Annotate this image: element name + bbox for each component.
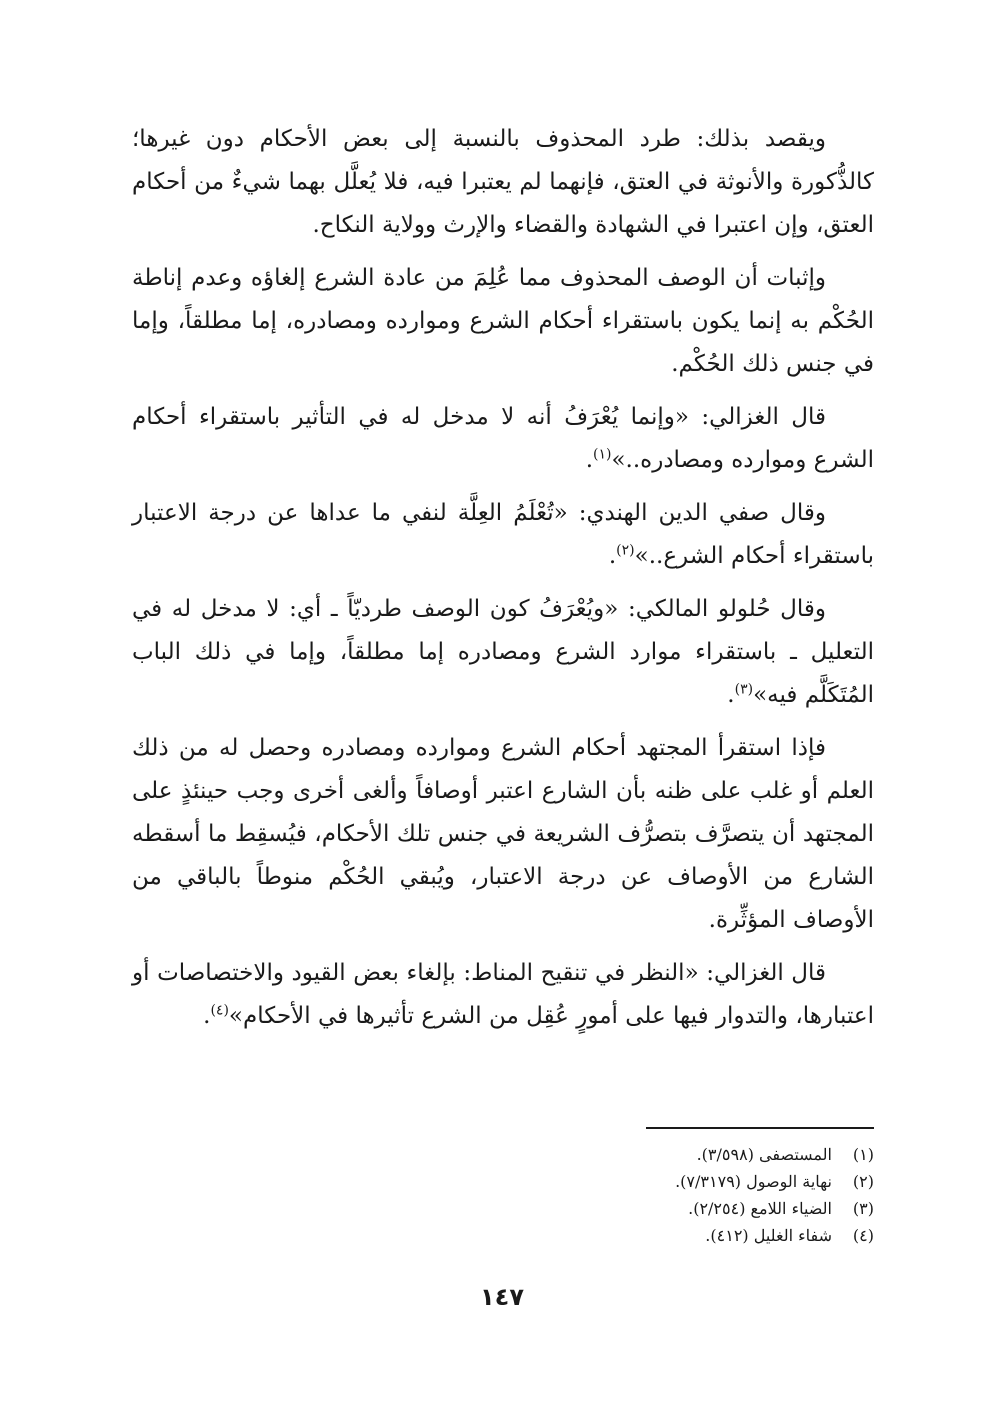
footnotes-list [374,1141,874,1249]
paragraph-1: ويقصد بذلك: طرد المحذوف بالنسبة إلى بعض الأحكام دون غيرها؛ كالذُّكورة والأنوثة في العتق، فإنهما لم يعتبرا فيه، فلا يُعلَّل بهما شيءٌ من أحكام العتق، وإن اعتبرا في الشهادة والقضاء والإرث وولاية النكاح. [132,126,874,238]
footnote-ref-3: (٣) [734,681,754,698]
paragraph-5: وقال حُلولو المالكي: «ويُعْرَفُ كون الوصف طرديّاً ـ أي: لا مدخل له في التعليل ـ باستقراء موارد الشرع ومصادره إما مطلقاً، وإما في ذلك الباب المُتَكَلَّم فيه»$^{(٣)}$. [132,596,874,708]
paragraph-2: وإثبات أن الوصف المحذوف مما عُلِمَ من عادة الشرع إلغاؤه وعدم إناطة الحُكْم به إنما يكون باستقراء أحكام الشرع وموارده ومصادره، إما مطلقاً، وإما في جنس ذلك الحُكْم. [132,265,874,377]
footnote-number: (٢) [852,1172,874,1191]
page-number: ١٤٧ [480,1283,524,1311]
footnote-separator [646,1127,874,1129]
page-body [132,118,874,1048]
footnote-ref-2: (٢) [616,542,635,559]
paragraph-7: قال الغزالي: «النظر في تنقيح المناط: بإلغاء بعض القيود والاختصاصات أو اعتبارها، والتدوار فيها على أمورٍ عُقِل من الشرع تأثيرها في الأحكام»$^{(٤)}$. [132,960,874,1029]
footnote-ref-1: (١) [593,446,612,463]
footnote-text: المستصفى (٣/٥٩٨). [696,1145,832,1164]
paragraph-6: فإذا استقرأ المجتهد أحكام الشرع وموارده ومصادره وحصل له من ذلك العلم أو غلب على ظنه بأن الشارع اعتبر أوصافاً وألغى أخرى وجب حينئذٍ على المجتهد أن يتصرَّف بتصرُّف الشريعة في جنس تلك الأحكام، فيُسقِط ما أسقطه الشارع من الأوصاف عن درجة الاعتبار، ويُبقي الحُكْم منوطاً بالباقي من الأوصاف المؤثِّرة. [132,735,874,933]
footnote-2 [374,1168,874,1195]
footnote-4 [374,1222,874,1249]
paragraph-4: وقال صفي الدين الهندي: «تُعْلَمُ العِلَّة لنفي ما عداها عن درجة الاعتبار باستقراء أحكام الشرع..»$^{(٢)}$. [132,500,874,569]
footnote-ref-4: (٤) [210,1002,229,1019]
footnote-text: نهاية الوصول (٧/٣١٧٩). [675,1172,832,1191]
footnote-number: (٣) [852,1199,874,1218]
footnote-text: الضياء اللامع (٢/٢٥٤). [688,1199,832,1218]
footnote-number: (٤) [852,1226,874,1245]
paragraph-3: قال الغزالي: «وإنما يُعْرَفُ أنه لا مدخل له في التأثير باستقراء أحكام الشرع وموارده ومصادره..»$^{(١)}$. [132,404,874,473]
footnote-number: (١) [852,1145,874,1164]
footnote-3 [374,1195,874,1222]
footnote-text: شفاء الغليل (٤١٢). [705,1226,832,1245]
footnote-1 [374,1141,874,1168]
